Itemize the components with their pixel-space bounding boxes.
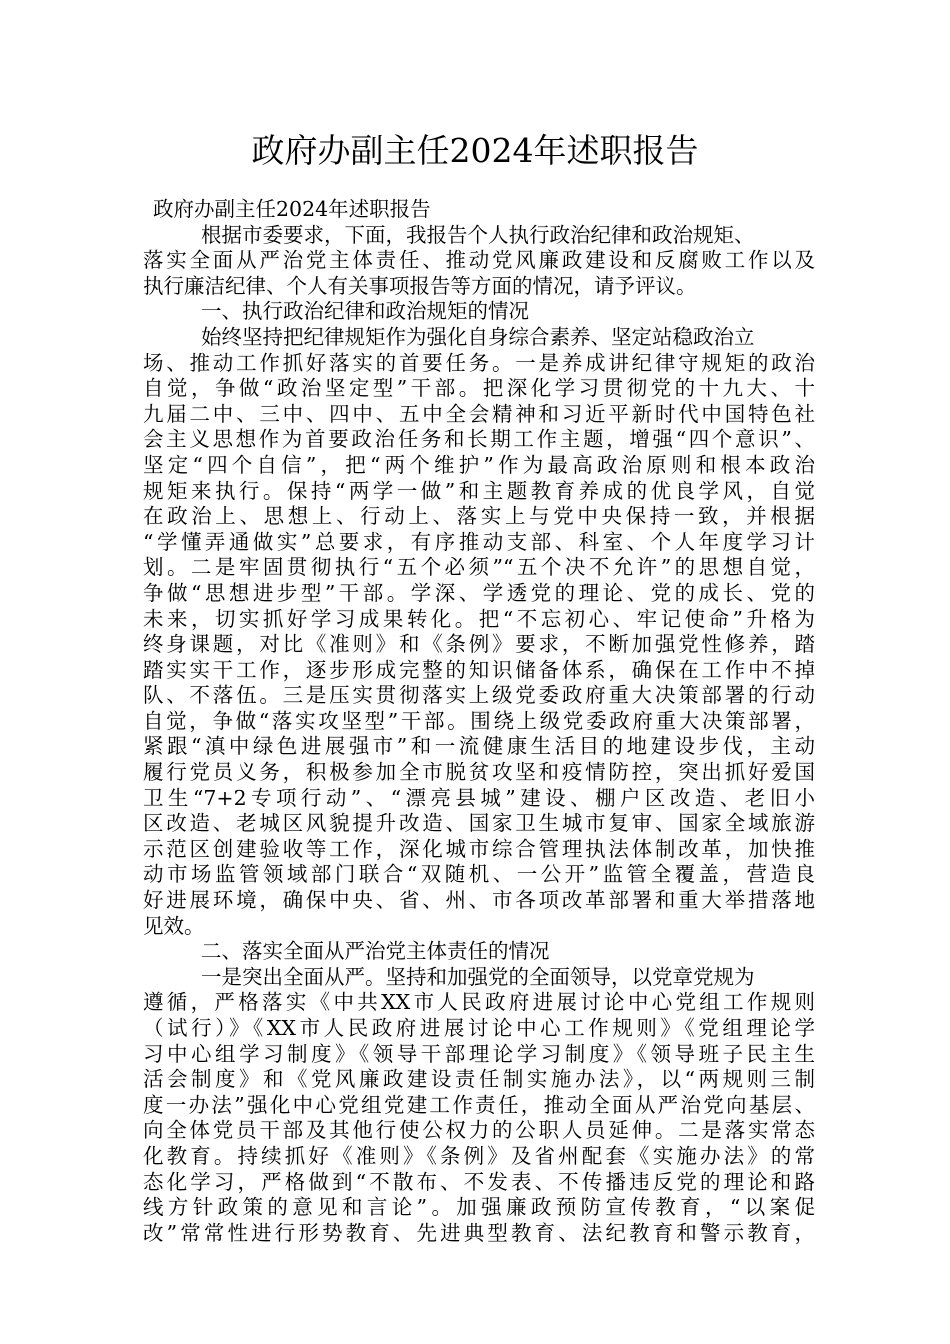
body-line: 未来，切实抓好学习成果转化。把“不忘初心、牢记使命”升格为 [143,606,815,631]
body-line: 卫生“7+2专项行动”、“漂亮县城”建设、棚户区改造、老旧小 [143,785,815,810]
body-line: 区改造、老城区风貌提升改造、国家卫生城市复审、国家全域旅游 [143,811,815,836]
body-line: 化教育。持续抓好《准则》《条例》及省州配套《实施办法》的常 [143,1143,815,1168]
document-title: 政府办副主任2024年述职报告 [251,131,699,170]
body-line: 好进展环境，确保中央、省、州、市各项改革部署和重大举措落地 [143,888,815,913]
body-line: 争做“思想进步型”干部。学深、学透党的理论、党的成长、党的 [143,580,815,605]
body-line: 一、执行政治纪律和政治规矩的情况 [201,299,529,324]
body-line: 坚定“四个自信”，把“两个维护”作为最高政治原则和根本政治 [143,452,815,477]
body-line: 活会制度》和《党风廉政建设责任制实施办法》，以“两规则三制 [143,1067,815,1092]
body-line: 规矩来执行。保持“两学一做”和主题教育养成的优良学风，自觉 [143,478,815,503]
body-line: 会主义思想作为首要政治任务和长期工作主题，增强“四个意识”、 [143,427,815,452]
document-body [143,197,815,1246]
body-line: 一是突出全面从严。坚持和加强党的全面领导，以党章党规为 [201,964,755,989]
body-line: 落实全面从严治党主体责任、推动党风廉政建设和反腐败工作以及 [143,248,815,273]
body-line: 执行廉洁纪律、个人有关事项报告等方面的情况，请予评议。 [143,273,697,298]
body-line: 习中心组学习制度》《领导干部理论学习制度》《领导班子民主生 [143,1041,815,1066]
body-line: 九届二中、三中、四中、五中全会精神和习近平新时代中国特色社 [143,401,815,426]
body-line: 场、推动工作抓好落实的首要任务。一是养成讲纪律守规矩的政治 [143,350,815,375]
body-line: 态化学习，严格做到“不散布、不发表、不传播违反党的理论和路 [143,1169,815,1194]
body-line: 在政治上、思想上、行动上、落实上与党中央保持一致，并根据 [143,504,815,529]
body-line: 见效。 [143,913,205,938]
body-line: 二、落实全面从严治党主体责任的情况 [201,939,550,964]
body-line: 紧跟“滇中绿色进展强市”和一流健康生活目的地建设步伐，主动 [143,734,815,759]
body-line: 踏实实干工作，逐步形成完整的知识储备体系，确保在工作中不掉 [143,657,815,682]
body-line: 队、不落伍。三是压实贯彻落实上级党委政府重大决策部署的行动 [143,683,815,708]
body-line: 示范区创建验收等工作，深化城市综合管理执法体制改革，加快推 [143,836,815,861]
body-line: 根据市委要求，下面，我报告个人执行政治纪律和政治规矩、 [201,222,755,247]
body-line: 终身课题，对比《准则》和《条例》要求，不断加强党性修养，踏 [143,632,815,657]
body-line: “学懂弄通做实”总要求，有序推动支部、科室、个人年度学习计 [143,529,815,554]
body-line: 遵循，严格落实《中共XX市人民政府进展讨论中心党组工作规则 [143,990,815,1015]
body-line: 履行党员义务，积极参加全市脱贫攻坚和疫情防控，突出抓好爱国 [143,760,815,785]
body-line: （试行）》《XX市人民政府进展讨论中心工作规则》《党组理论学 [143,1016,815,1040]
body-line: 向全体党员干部及其他行使公权力的公职人员延伸。二是落实常态 [143,1118,815,1143]
body-line: 划。二是牢固贯彻执行“五个必须”“五个决不允许”的思想自觉， [143,555,815,580]
body-line: 自觉，争做“落实攻坚型”干部。围绕上级党委政府重大决策部署， [143,708,815,733]
body-line: 自觉，争做“政治坚定型”干部。把深化学习贯彻党的十九大、十 [143,376,815,401]
body-line: 动市场监管领域部门联合“双随机、一公开”监管全覆盖，营造良 [143,862,815,887]
body-line: 度一办法”强化中心党组党建工作责任，推动全面从严治党向基层、 [143,1092,815,1117]
body-line: 始终坚持把纪律规矩作为强化自身综合素养、坚定站稳政治立 [201,324,755,349]
body-line: 政府办副主任2024年述职报告 [153,197,431,221]
body-line: 改”常常性进行形势教育、先进典型教育、法纪教育和警示教育， [143,1220,815,1245]
body-line: 线方针政策的意见和言论”。加强廉政预防宣传教育，“以案促 [143,1195,815,1220]
